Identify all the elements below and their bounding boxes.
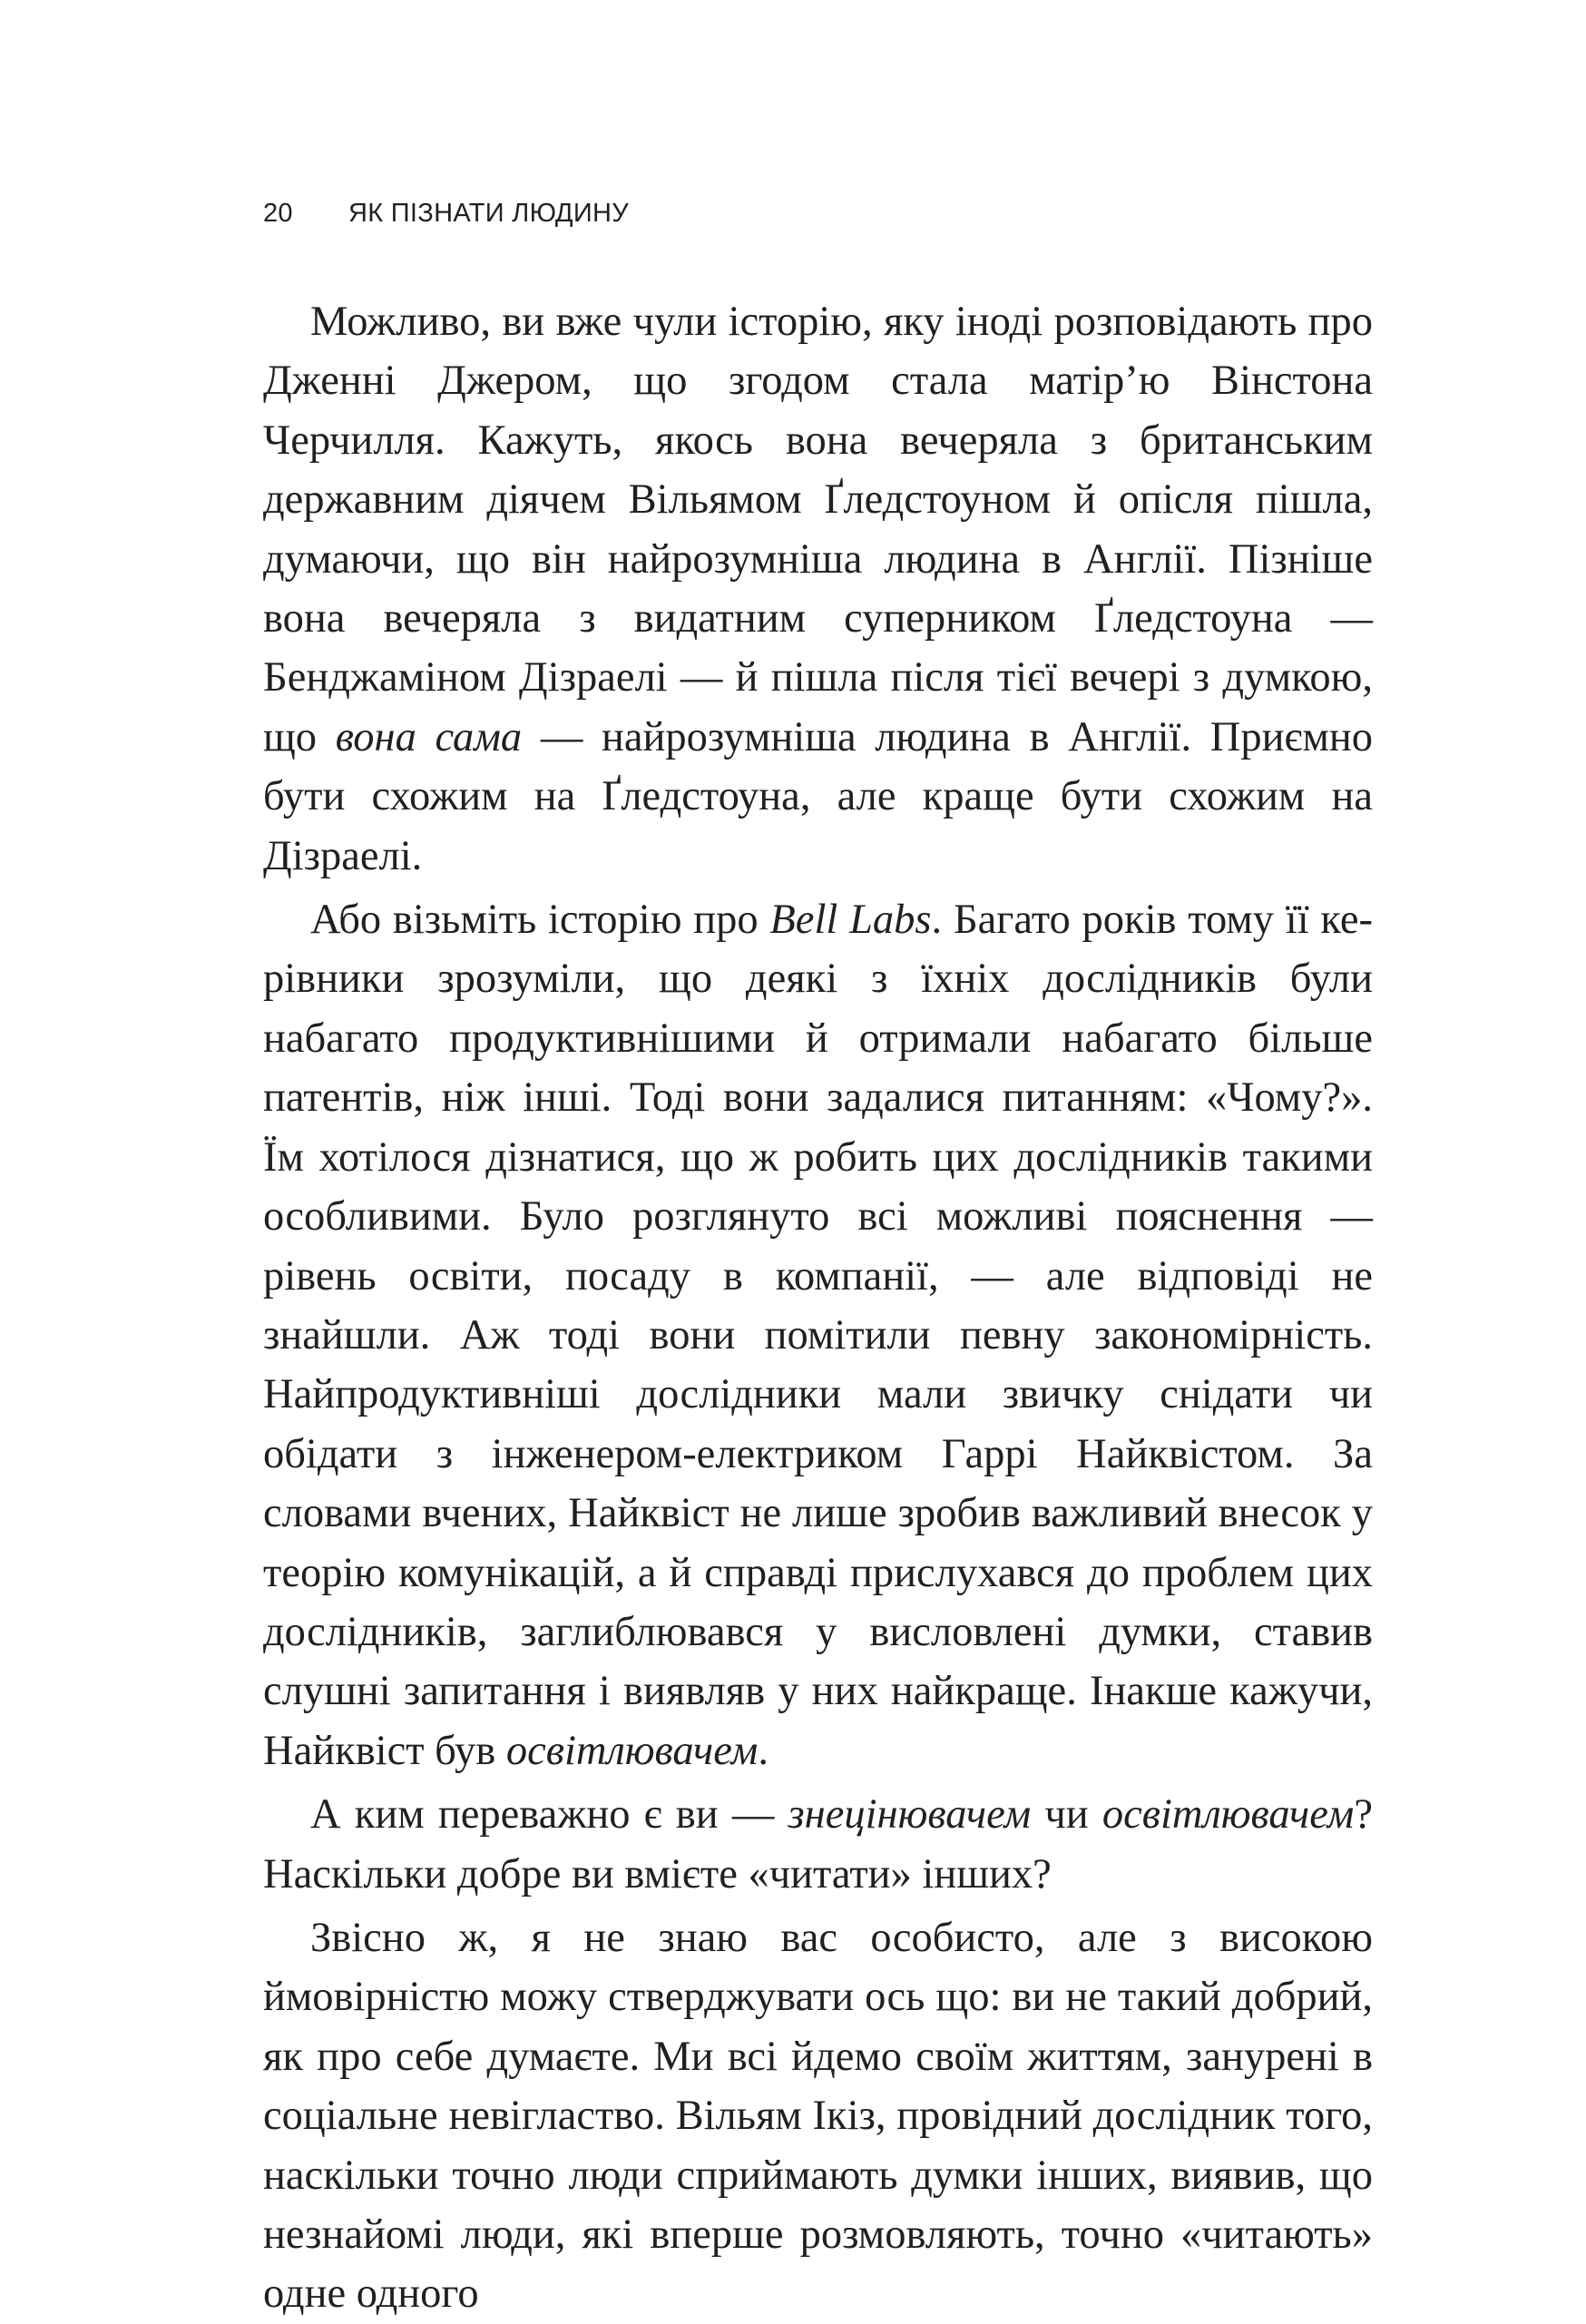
text-segment: . Багато років тому її керівники зрозуміли, що деякі з їхніх дослідників були набагато продуктивнішими й отримали набагато більше патентів, ніж інші. Тоді вони задалися питанням: «Чому?». Їм хотілося дізнатися, що ж робить цих дослідників такими особливими. Було розглянуто всі можливі пояснення — рівень освіти, посаду в компанії, — але відповіді не знайшли. Аж тоді вони помітили певну закономірність. Найпродуктивніші дослідники мали звичку снідати чи обідати з інженером-електриком Гаррі Найквістом. За словами вчених, Найквіст не лише зробив важливий внесок у теорію комунікацій, а й справді прислухався до проблем цих дослідників, заглиблювався у висловлені думки, ставив слушні запитання і виявляв у них найкраще. Інакше кажучи, Найквіст був [263, 897, 1374, 1774]
paragraph-1 [263, 292, 1373, 886]
paragraph-4 [263, 1908, 1373, 2324]
text-segment: — найрозумніша людина в Англії. Приємно бути схожим на Ґледстоуна, але краще бути схожим на Дізраелі. [263, 713, 1373, 879]
body-text [263, 292, 1373, 2324]
italic-segment: Bell Labs [769, 897, 932, 944]
italic-segment: знецінювачем [788, 1791, 1032, 1839]
text-segment: ? Наскільки добре ви вмієте «читати» інших? [263, 1791, 1373, 1897]
paragraph-2 [263, 890, 1373, 1780]
text-segment: чи [1031, 1791, 1102, 1839]
paragraph-3 [263, 1785, 1373, 1904]
running-head-title: ЯК ПІЗНАТИ ЛЮДИНУ [348, 199, 629, 228]
italic-segment: вона сама [335, 713, 523, 760]
text-segment: Можливо, ви вже чули історію, яку іноді розповідають про Дженні Джером, що згодом стала матір’ю Вінстона Черчилля. Кажуть, якось вона вечеряла з британським державним діячем Вільямом Ґледстоуном й опісля пішла, думаючи, що він найрозумніша людина в Англії. Пізніше вона вечеряла з видатним суперником Ґледстоуна — Бенджаміном Дізраелі — й пішла після тієї вечері з думкою, що [263, 299, 1373, 760]
text-segment: . [758, 1727, 769, 1774]
text-segment: Або візьміть історію про [310, 897, 770, 944]
text-segment: Звісно ж, я не знаю вас особисто, але з високою ймовірністю можу стверджувати ось що: ви не такий добрий, як про себе думаєте. Ми всі йдемо своїм життям, занурені в соціальне невігластво. Вільям Ікіз, провідний дослідник того, наскільки точно люди сприймають думки інших, виявив, що незнайомі люди, які вперше розмовляють, точно «читають» одне одного [263, 1914, 1373, 2318]
running-head [263, 199, 629, 229]
page-number: 20 [263, 199, 293, 228]
text-segment: А ким переважно є ви — [310, 1791, 788, 1839]
italic-segment: освітлювачем [1101, 1791, 1355, 1839]
italic-segment: освітлювачем [505, 1727, 759, 1774]
